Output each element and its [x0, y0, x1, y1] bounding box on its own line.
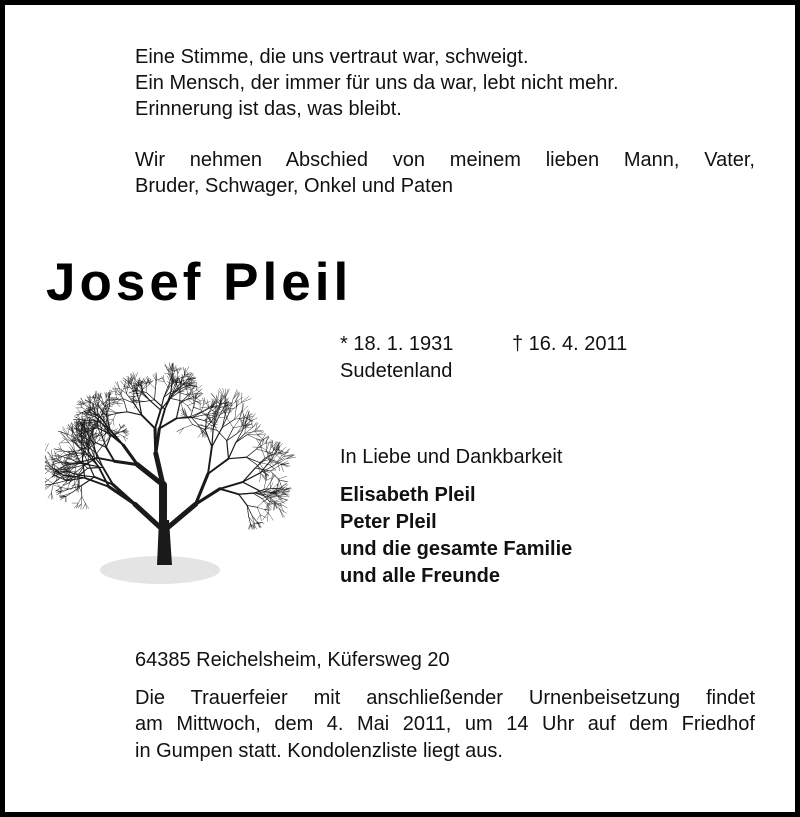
deceased-name: Josef Pleil: [46, 253, 353, 312]
funeral-line: am Mittwoch, dem 4. Mai 2011, um 14 Uhr auf dem Friedhof: [135, 713, 755, 735]
funeral-line: Die Trauerfeier mit anschließender Urnenbeisetzung findet: [135, 687, 755, 709]
mourner: und die gesamte Familie: [340, 538, 573, 560]
verse-line: Eine Stimme, die uns vertraut war, schweigt.: [135, 46, 529, 68]
address: 64385 Reichelsheim, Küfersweg 20: [135, 649, 450, 671]
mourner: und alle Freunde: [340, 565, 501, 587]
mourner: Elisabeth Pleil: [340, 484, 476, 506]
death-date: † 16. 4. 2011: [512, 333, 628, 355]
verse-line: Ein Mensch, der immer für uns da war, lebt nicht mehr.: [135, 72, 619, 94]
mourner: Peter Pleil: [340, 511, 437, 533]
birthplace: Sudetenland: [340, 360, 453, 382]
intro-line: Bruder, Schwager, Onkel und Paten: [135, 175, 453, 197]
dedication: In Liebe und Dankbarkeit: [340, 446, 563, 468]
verse-line: Erinnerung ist das, was bleibt.: [135, 98, 402, 120]
intro-line: Wir nehmen Abschied von meinem lieben Mann, Vater,: [135, 149, 755, 171]
tree-image: [45, 345, 305, 595]
birth-date: * 18. 1. 1931: [340, 333, 454, 355]
funeral-line: in Gumpen statt. Kondolenzliste liegt aus.: [135, 740, 503, 762]
